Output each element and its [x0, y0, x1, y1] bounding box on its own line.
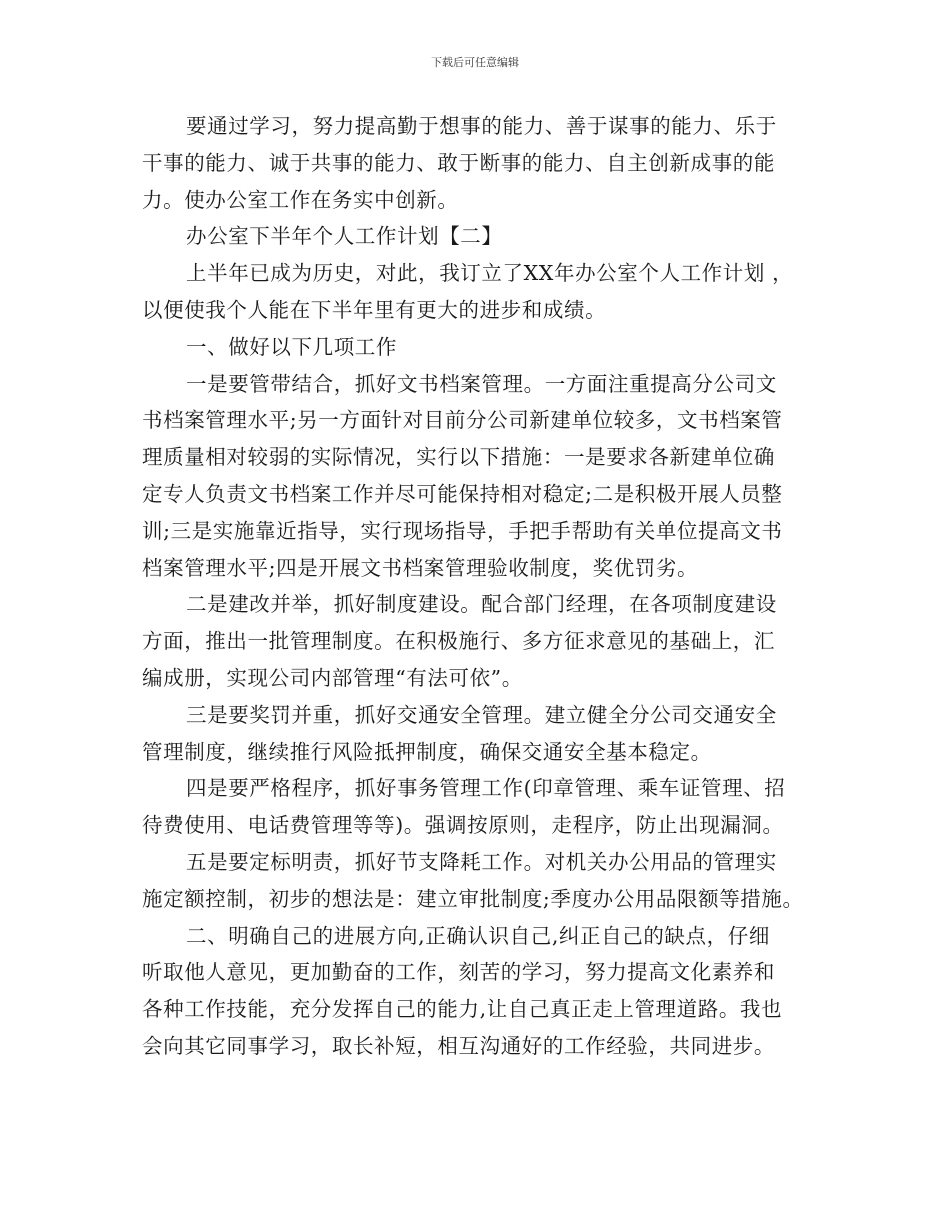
text-line: 一是要管带结合，抓好文书档案管理。一方面注重提高分公司文 [186, 371, 777, 396]
text-line: 二是建改并举，抓好制度建设。配合部门经理，在各项制度建设 [186, 592, 777, 617]
text-line: 训;三是实施靠近指导，实行现场指导，手把手帮助有关单位提高文书 [142, 518, 783, 543]
text-line: 四是要严格程序，抓好事务管理工作(印章管理、乘车证管理、招 [186, 776, 786, 801]
section-title: 办公室下半年个人工作计划【二】 [186, 224, 503, 249]
text-line: 上半年已成为历史，对此，我订立了XX年办公室个人工作计划 ， [186, 261, 794, 286]
section-heading: 一、做好以下几项工作 [186, 334, 397, 359]
text-line: 五是要定标明责，抓好节支降耗工作。对机关办公用品的管理实 [186, 849, 777, 874]
text-line: 定专人负责文书档案工作并尽可能保持相对稳定;二是积极开展人员整 [142, 481, 783, 506]
text-line: 方面，推出一批管理制度。在积极施行、多方征求意见的基础上，汇 [142, 629, 775, 654]
text-line: 施定额控制，初步的想法是：建立审批制度;季度办公用品限额等措施。 [142, 886, 804, 911]
text-line: 力。使办公室工作在务实中创新。 [142, 187, 459, 212]
text-line: 三是要奖罚并重，抓好交通安全管理。建立健全分公司交通安全 [186, 702, 777, 727]
text-line: 以便使我个人能在下半年里有更大的进步和成绩。 [142, 297, 607, 322]
text-line: 档案管理水平;四是开展文书档案管理验收制度，奖优罚劣。 [142, 555, 699, 580]
section-heading: 二、明确自己的进展方向,正确认识自己,纠正自己的缺点，仔细 [186, 923, 770, 948]
text-line: 编成册，实现公司内部管理“有法可依”。 [142, 665, 523, 690]
document-body [142, 108, 822, 1065]
text-line: 理质量相对较弱的实际情况，实行以下措施：一是要求各新建单位确 [142, 445, 775, 470]
text-line: 各种工作技能，充分发挥自己的能力,让自己真正走上管理道路。我也 [142, 997, 783, 1022]
text-line: 要通过学习，努力提高勤于想事的能力、善于谋事的能力、乐于 [186, 114, 777, 138]
text-line: 干事的能力、诚于共事的能力、敢于断事的能力、自主创新成事的能 [142, 150, 775, 175]
text-line: 待费使用、电话费管理等等)。强调按原则，走程序，防止出现漏洞。 [142, 813, 784, 838]
page-header: 下载后可任意编辑 [431, 56, 519, 69]
text-line: 会向其它同事学习，取长补短，相互沟通好的工作经验，共同进步。 [142, 1033, 775, 1058]
text-line: 书档案管理水平;另一方面针对目前分公司新建单位较多，文书档案管 [142, 408, 783, 433]
text-line: 听取他人意见，更加勤奋的工作，刻苦的学习，努力提高文化素养和 [142, 960, 775, 985]
text-line: 管理制度，继续推行风险抵押制度，确保交通安全基本稳定。 [142, 739, 712, 764]
